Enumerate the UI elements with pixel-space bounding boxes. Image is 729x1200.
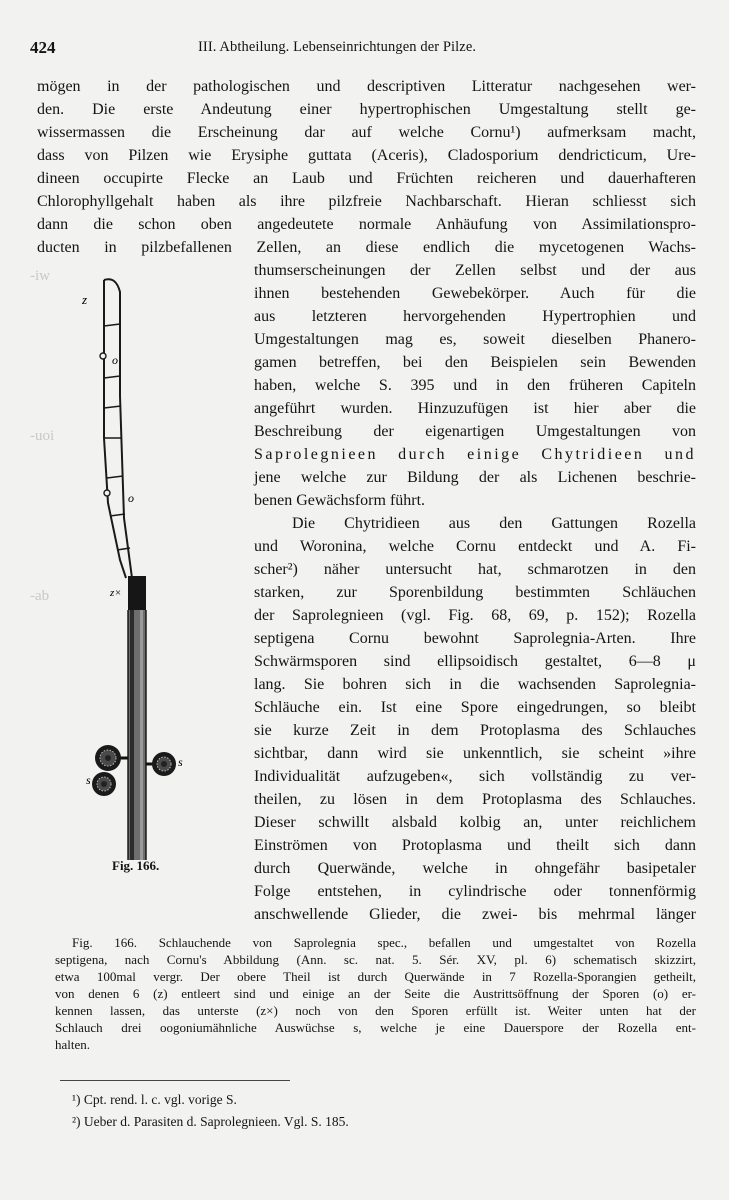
text-line: ducten in pilzbefallenen Zellen, an diese endlich die mycetogenen Wachs- [37, 239, 696, 256]
text-line: jene welche zur Bildung der als Lichenen beschrie- [254, 469, 696, 486]
filled-sporangium [128, 576, 146, 610]
text-line: Die Chytridieen aus den Gattungen Rozella [292, 515, 696, 532]
bleed-through-text: -uoi [30, 428, 55, 444]
text-line: anschwellende Glieder, die zwei- bis mehrmal länger [254, 906, 696, 923]
text-line: Chlorophyllgehalt haben als ihre pilzfreie Nachbarschaft. Hieran schliesst sich [37, 193, 696, 210]
caption-line: Schlauch drei oogoniumähnliche Auswüchse s, welche je eine Dauerspore der Rozella ent- [55, 1020, 696, 1035]
label-o: o [128, 491, 134, 505]
text-line: Beschreibung der eigenartigen Umgestaltungen von [254, 423, 696, 440]
text-line: benen Gewächsform führt. [254, 492, 426, 509]
text-line: sie kurze Zeit in dem Protoplasma des Schlauches [254, 722, 696, 739]
label-o: o [112, 353, 118, 367]
text-line: sichtbar, dann wird sie unkenntlich, sie scheint »ihre [254, 745, 696, 762]
text-line: dann die schon oben angedeutete normale Anhäufung von Assimilationspro- [37, 216, 696, 233]
running-title: III. Abtheilung. Lebenseinrichtungen der Pilze. [198, 39, 477, 55]
caption-line: septigena, nach Cornu's Abbildung (Ann. sc. nat. 5. Sér. XV, pl. 6) schematisch skizzirt, [55, 952, 696, 967]
text-line: aus letzteren hervorgehenden Hypertrophien und [254, 308, 696, 325]
text-line: dass von Pilzen wie Erysiphe guttata (Aceris), Cladosporium dendricticum, Ure- [37, 147, 696, 164]
text-line: Schläuche ein. Ist eine Spore eingedrungen, so bleibt [254, 699, 696, 716]
page-number: 424 [30, 38, 56, 57]
cross-wall [104, 376, 120, 378]
figure-166-illustration [60, 278, 240, 878]
caption-line: kennen lassen, das unterste (z×) noch von den Sporen erfüllt ist. Weiter unten hat der [55, 1003, 696, 1018]
text-line: scher²) näher untersucht hat, schmarotzen in den [254, 561, 696, 578]
text-line: Dieser schwillt alsbald kolbig an, unter reichlichem [254, 814, 696, 831]
text-line: Saprolegnieen durch einige Chytridieen und [254, 446, 696, 463]
text-line: und Woronina, welche Cornu entdeckt und A. Fi- [254, 538, 696, 555]
text-line: durch Querwände, welche in ohngefähr basipetaler [254, 860, 696, 877]
text-line: haben, welche S. 395 und in den früheren Capiteln [254, 377, 696, 394]
text-line: wissermassen die Erscheinung dar auf welche Cornu¹) aufmerksam macht, [37, 124, 696, 141]
text-line: ihnen bestehenden Gewebekörper. Auch für die [254, 285, 696, 302]
text-line: gamen betreffen, bei den Beispielen sein Bewenden [254, 354, 696, 371]
text-line: den. Die erste Andeutung einer hypertrophischen Umgestaltung stellt ge- [37, 101, 696, 118]
text-line: der Saprolegnieen (vgl. Fig. 68, 69, p. 152); Rozella [254, 607, 696, 624]
text-line: Folge entstehen, in cylindrische oder tonnenförmig [254, 883, 696, 900]
resting-spore-2 [92, 772, 116, 796]
text-line: thumserscheinungen der Zellen selbst und der aus [254, 262, 696, 279]
text-line: angeführt wurden. Hinzuzufügen ist hier aber die [254, 400, 696, 417]
tube-outline-right [104, 279, 142, 578]
caption-line: halten. [55, 1037, 91, 1052]
text-line: starken, zur Sporenbildung bestimmten Schläuchen [254, 584, 696, 601]
text-line: Einströmen von Protoplasma und theilt sich dann [254, 837, 696, 854]
exit-opening [100, 353, 106, 359]
caption-line: von denen 6 (z) entleert sind und einige an der Seite die Austrittsöffnung der Sporen (o) er- [55, 986, 696, 1001]
exit-opening [104, 490, 110, 496]
footnote-1: ¹) Cpt. rend. l. c. vgl. vorige S. [72, 1092, 237, 1107]
text-line: Individualität aufzugeben«, sich vollständig zu ver- [254, 768, 696, 785]
footnote-divider [60, 1080, 290, 1081]
text-line: theilen, zu lösen in dem Protoplasma des Schlauches. [254, 791, 696, 808]
footnote-2: ²) Ueber d. Parasiten d. Saprolegnieen. Vgl. S. 185. [72, 1114, 349, 1129]
cross-wall [110, 514, 125, 516]
bleed-through-text: -iw [30, 268, 50, 284]
label-s: s [86, 773, 91, 787]
figure-label: Fig. 166. [112, 858, 160, 873]
text-line: dineen occupirte Flecke an Laub und Früchten reicheren und dauerhafteren [37, 170, 696, 187]
text-line: Umgestaltungen mag es, soweit dieselben Phanero- [254, 331, 696, 348]
text-line: lang. Sie bohren sich in die wachsenden Saprolegnia- [254, 676, 696, 693]
label-zx: z× [110, 587, 122, 599]
cross-wall [104, 324, 120, 326]
caption-line: etwa 100mal vergr. Der obere Theil ist durch Querwände in 7 Rozella-Sporangien getheilt, [55, 969, 696, 984]
text-line: mögen in der pathologischen und descriptiven Litteratur nachgesehen wer- [37, 78, 696, 95]
label-s: s [178, 755, 183, 769]
hypha-shade [130, 610, 134, 860]
page-header [30, 38, 700, 58]
text-line: septigena Cornu bewohnt Saprolegnia-Arten. Ihre [254, 630, 696, 647]
text-line: Schwärmsporen sind ellipsoidisch gestaltet, 6—8 μ [254, 653, 696, 670]
cross-wall [107, 476, 123, 478]
resting-spore-3 [152, 752, 176, 776]
label-z: z [82, 292, 88, 307]
resting-spore-1 [95, 745, 121, 771]
hypha-highlight [140, 610, 143, 860]
cross-wall [104, 406, 121, 408]
caption-line: Fig. 166. Schlauchende von Saprolegnia spec., befallen und umgestaltet von Rozella [72, 935, 696, 950]
bleed-through-text: -ab [30, 588, 50, 604]
